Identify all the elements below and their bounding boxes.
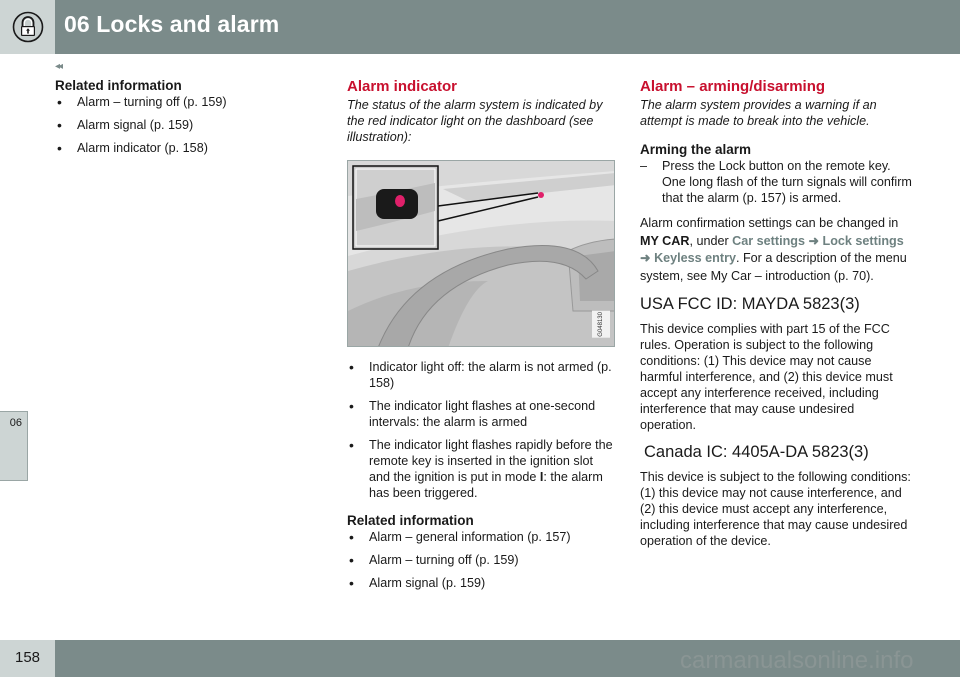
menu-path-lock-settings: Lock settings: [822, 233, 904, 248]
ic-heading: Canada IC: 4405A-DA 5823(3): [644, 443, 869, 461]
indicator-state-item: • Indicator light off: the alarm is not armed (p. 158): [347, 359, 615, 391]
settings-text: . For a description of the menu system, see My Car – introduction (p. 70).: [640, 251, 907, 283]
indicator-state-item: • The indicator light flashes at one-second intervals: the alarm is armed: [347, 398, 615, 430]
fcc-text: This device complies with part 15 of the FCC rules. Operation is subject to the following conditions: (1) This device may not cause harmful interference, and (2) this device must accept any interference received, including interference that may cause undesired operation.: [640, 322, 893, 432]
related-link[interactable]: • Alarm indicator (p. 158): [55, 140, 325, 156]
menu-path-car-settings: Car settings: [732, 233, 805, 248]
dashboard-illustration: [347, 160, 615, 347]
settings-text: Alarm confirmation settings can be changed in: [640, 216, 899, 230]
indicator-states-list: [347, 359, 615, 501]
related-info-list: [347, 529, 615, 591]
arming-heading: Arming the alarm: [640, 142, 752, 157]
watermark: carmanualsonline.info: [680, 647, 914, 674]
side-tab-label: 06: [9, 417, 22, 429]
related-link[interactable]: • Alarm – turning off (p. 159): [55, 94, 325, 110]
menu-path-keyless-entry: Keyless entry: [654, 251, 736, 265]
my-car-label: MY CAR: [640, 233, 690, 248]
page-number: 158: [15, 649, 41, 666]
page-footer: [0, 640, 960, 677]
dashboard-drawing: [348, 161, 615, 347]
related-link[interactable]: • Alarm – turning off (p. 159): [347, 552, 615, 568]
related-info-heading: Related information: [347, 513, 474, 528]
section-lead: The status of the alarm system is indicated by the red indicator light on the dashboard (see illustration):: [347, 98, 603, 144]
arming-step: – Press the Lock button on the remote key. One long flash of the turn signals will confirm that the alarm (p. 157) is armed.: [640, 158, 912, 206]
settings-text: , under: [689, 233, 733, 248]
chapter-side-tab[interactable]: [0, 411, 28, 481]
bullet-text: The indicator light flashes rapidly before the remote key is inserted in the ignition slot and the ignition is put in mode: [369, 438, 613, 484]
bullet-text: : the alarm has been triggered.: [369, 470, 603, 500]
ignition-mode: I: [539, 470, 544, 484]
illustration-code: G048130: [592, 311, 610, 338]
fcc-heading: USA FCC ID: MAYDA 5823(3): [640, 295, 860, 313]
related-link[interactable]: • Alarm signal (p. 159): [55, 117, 325, 133]
chapter-icon-box: [0, 0, 55, 54]
page-number-box: [0, 640, 55, 677]
column-3: [640, 78, 912, 549]
settings-paragraph: [640, 215, 912, 285]
chapter-title: 06 Locks and alarm: [64, 11, 280, 37]
related-info-list: [55, 94, 325, 156]
section-title: Alarm indicator: [347, 78, 458, 95]
ic-text: This device is subject to the following conditions: (1) this device may not cause interference, and (2) this device must accept any interference, including interference that may cause undesired operation of the device.: [640, 470, 911, 548]
column-1: [55, 78, 325, 163]
indicator-state-item: [347, 437, 615, 501]
related-info-heading: Related information: [55, 78, 182, 93]
menu-arrow-icon: ➜: [640, 251, 655, 265]
chapter-header: [0, 0, 960, 54]
padlock-icon: [12, 11, 44, 43]
continued-from-previous-icon: ◂◂: [55, 61, 62, 72]
column-2: [347, 78, 615, 598]
related-link[interactable]: • Alarm – general information (p. 157): [347, 529, 615, 545]
menu-arrow-icon: ➜: [804, 233, 823, 248]
section-title: Alarm – arming/disarming: [640, 78, 826, 95]
related-link[interactable]: • Alarm signal (p. 159): [347, 575, 615, 591]
section-lead: The alarm system provides a warning if an attempt is made to break into the vehicle.: [640, 98, 877, 128]
arming-steps: [640, 158, 912, 206]
